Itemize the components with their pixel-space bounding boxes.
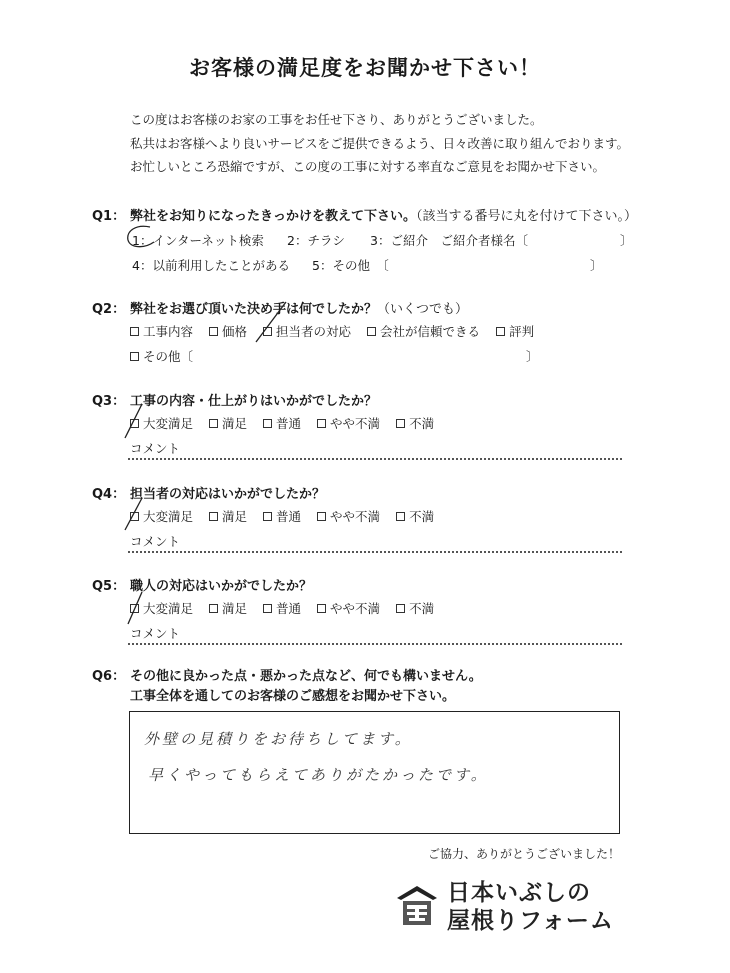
q3-option-dissatisfied[interactable]	[396, 414, 434, 432]
q1-option-5[interactable]: 5：その他 〔	[312, 258, 389, 273]
q4-label: Q4：	[92, 487, 126, 502]
q5-option-somewhat-dissatisfied[interactable]	[317, 599, 380, 617]
q5-label: Q5：	[92, 579, 126, 594]
q5-comment-label: コメント	[130, 626, 181, 641]
q3-comment-label: コメント	[130, 441, 181, 456]
q6-comment-box[interactable]	[129, 711, 620, 834]
intro-line-3: お忙しいところ恐縮ですが、この度の工事に対する率直なご意見をお聞かせ下さい。	[130, 159, 606, 174]
q4-options-row	[130, 507, 450, 525]
q5-options-row	[130, 599, 450, 617]
q1-option-3[interactable]: 3：ご紹介 ご紹介者様名〔	[370, 233, 528, 248]
checkbox-icon	[263, 512, 272, 521]
q5-option-label: 普通	[276, 601, 302, 616]
q2-label: Q2：	[92, 302, 126, 317]
q4-option-somewhat-dissatisfied[interactable]	[317, 507, 380, 525]
q2-option-trust[interactable]	[367, 322, 480, 340]
q4-option-label: 満足	[222, 509, 248, 524]
circle-mark-icon	[122, 223, 162, 251]
q1-option-1[interactable]: 1：インターネット検索	[132, 233, 264, 248]
q3-label: Q3：	[92, 394, 126, 409]
check-mark-icon	[122, 402, 146, 440]
q2-question	[130, 298, 468, 317]
checkbox-icon	[496, 327, 505, 336]
q4-option-label: 大変満足	[143, 509, 194, 524]
q3-option-somewhat-dissatisfied[interactable]	[317, 414, 380, 432]
q2-options-row	[130, 322, 550, 340]
page-title: お客様の満足度をお聞かせ下さい！	[189, 56, 541, 80]
q3-option-label: 不満	[409, 416, 435, 431]
q2-option-price[interactable]	[209, 322, 247, 340]
checkbox-icon	[263, 419, 272, 428]
handwritten-answer-line-1: 外壁の見積りをお待ちしてます。	[144, 730, 413, 748]
q4-option-neutral[interactable]	[263, 507, 301, 525]
intro-line-1: この度はお客様のお家の工事をお任せ下さり、ありがとうございました。	[130, 112, 543, 127]
q4-comment-line[interactable]	[128, 551, 622, 553]
q5-comment-line[interactable]	[128, 643, 622, 645]
checkbox-icon	[209, 327, 218, 336]
checkbox-icon	[367, 327, 376, 336]
q2-question-text: 弊社をお選び頂いた決め手は何でしたか？	[130, 302, 378, 317]
q3-option-label: やや不満	[330, 416, 381, 431]
checkbox-icon	[396, 419, 405, 428]
q5-question: 職人の対応はいかがでしたか？	[130, 579, 313, 594]
checkbox-icon	[317, 604, 326, 613]
checkbox-icon	[263, 604, 272, 613]
q2-option-label: 価格	[222, 324, 248, 339]
q4-option-label: 不満	[409, 509, 435, 524]
q3-option-label: 大変満足	[143, 416, 194, 431]
q5-option-label: やや不満	[330, 601, 381, 616]
q1-option-5-close: 〕	[590, 258, 603, 273]
q1-label: Q1：	[92, 209, 126, 224]
checkbox-icon	[209, 604, 218, 613]
q6-question-line-2: 工事全体を通してのお客様のご感想をお聞かせ下さい。	[130, 689, 456, 704]
q4-option-satisfied[interactable]	[209, 507, 247, 525]
checkbox-icon	[209, 512, 218, 521]
checkbox-icon	[130, 327, 139, 336]
q4-comment-label: コメント	[130, 534, 181, 549]
q1-question-text: 弊社をお知りになったきっかけを教えて下さい。	[130, 209, 417, 224]
check-mark-icon	[254, 300, 290, 346]
handwritten-answer-line-2: 早くやってもらえてありがたかったです。	[148, 766, 489, 784]
q6-question-line-1: その他に良かった点・悪かった点など、何でも構いません。	[130, 669, 482, 684]
q2-option-label: 評判	[509, 324, 535, 339]
q3-comment-line[interactable]	[128, 458, 622, 460]
q5-option-satisfied[interactable]	[209, 599, 247, 617]
q2-option-other[interactable]	[130, 347, 193, 365]
q3-options-row	[130, 414, 450, 432]
q1-option-3-close: 〕	[620, 233, 633, 248]
thanks-message: ご協力、ありがとうございました！	[427, 847, 620, 861]
q5-option-dissatisfied[interactable]	[396, 599, 434, 617]
q6-label: Q6：	[92, 669, 126, 684]
q5-option-label: 不満	[409, 601, 435, 616]
q1-question-note: （該当する番号に丸を付けて下さい。）	[416, 209, 638, 224]
q3-option-label: 普通	[276, 416, 302, 431]
q2-option-reputation[interactable]	[496, 322, 534, 340]
q2-question-note: （いくつでも）	[377, 302, 469, 317]
q2-option-label: 担当者の対応	[276, 324, 352, 339]
q4-option-label: やや不満	[330, 509, 381, 524]
logo-text-line-1: 日本いぶしの	[447, 880, 591, 906]
q2-other-row	[130, 347, 209, 365]
logo-text-line-2: 屋根りフォーム	[447, 908, 614, 934]
q3-option-satisfied[interactable]	[209, 414, 247, 432]
check-mark-icon	[122, 496, 146, 532]
checkbox-icon	[317, 419, 326, 428]
q5-option-label: 満足	[222, 601, 248, 616]
q2-option-work[interactable]	[130, 322, 193, 340]
q3-option-neutral[interactable]	[263, 414, 301, 432]
checkbox-icon	[396, 512, 405, 521]
check-mark-icon	[124, 590, 148, 626]
checkbox-icon	[317, 512, 326, 521]
q1-question	[130, 205, 637, 224]
q2-other-close: 〕	[526, 349, 539, 364]
q4-option-dissatisfied[interactable]	[396, 507, 434, 525]
q5-option-neutral[interactable]	[263, 599, 301, 617]
checkbox-icon	[209, 419, 218, 428]
q1-option-2[interactable]: 2：チラシ	[287, 233, 345, 248]
q2-option-label: 工事内容	[143, 324, 194, 339]
q4-question: 担当者の対応はいかがでしたか？	[130, 487, 326, 502]
intro-line-2: 私共はお客様へより良いサービスをご提供できるよう、日々改善に取り組んでおります。	[130, 136, 630, 151]
checkbox-icon	[396, 604, 405, 613]
q3-question: 工事の内容・仕上がりはいかがでしたか？	[130, 394, 378, 409]
roof-tile-logo-icon	[395, 884, 439, 928]
q5-option-label: 大変満足	[143, 601, 194, 616]
q2-other-label: その他〔	[143, 349, 194, 364]
checkbox-icon	[130, 352, 139, 361]
q1-option-4[interactable]: 4：以前利用したことがある	[132, 258, 290, 273]
q4-option-label: 普通	[276, 509, 302, 524]
q3-option-label: 満足	[222, 416, 248, 431]
q2-option-label: 会社が信頼できる	[380, 324, 481, 339]
company-logo	[395, 872, 635, 932]
